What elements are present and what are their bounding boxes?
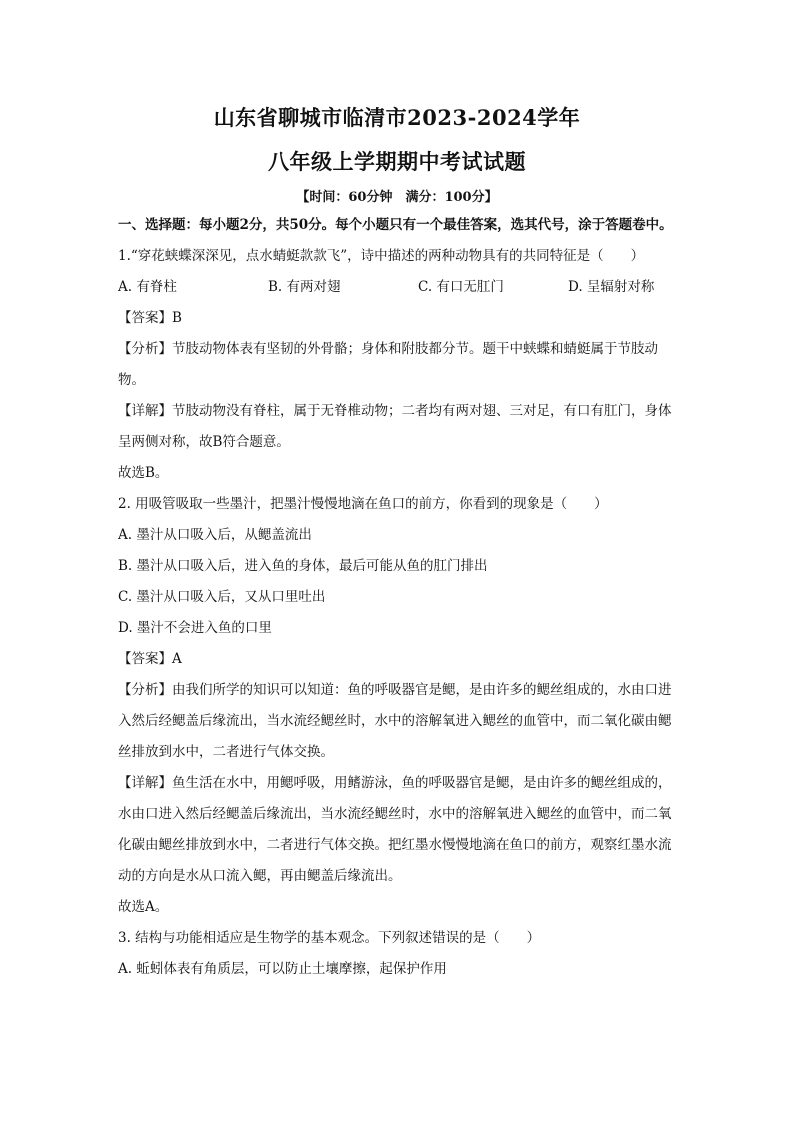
question-2-stem: 2. 用吸管吸取一些墨汁，把墨汁慢慢地滴在鱼口的前方，你看到的现象是（ ） bbox=[118, 496, 608, 512]
question-1-detail: 【详解】节肢动物没有脊柱，属于无脊椎动物；二者均有两对翅、三对足，有口有肛门，身体呈两侧对称，故B符合题意。 bbox=[118, 403, 672, 450]
exam-title-line2: 八年级上学期期中考试试题 bbox=[268, 149, 526, 174]
exam-content bbox=[118, 210, 676, 985]
question-1-choice: 故选B。 bbox=[118, 465, 169, 481]
question-2-analysis: 【分析】由我们所学的知识可以知道：鱼的呼吸器官是鳃，是由许多的鳃丝组成的，水由口进入然后经鳃盖后缘流出，当水流经鳃丝时，水中的溶解氧进入鳃丝的血管中，而二氧化碳由鳃丝排放到水中，二者进行气体交换。 bbox=[118, 682, 672, 760]
question-1-option-c: C. 有口无肛门 bbox=[418, 279, 504, 295]
question-2-option-d: D. 墨汁不会进入鱼的口里 bbox=[118, 620, 272, 636]
question-1-options bbox=[118, 272, 676, 303]
question-1-stem: 1.“穿花蛱蝶深深见，点水蜻蜓款款飞”，诗中描述的两种动物具有的共同特征是（ ） bbox=[118, 248, 645, 264]
question-1-option-d: D. 呈辐射对称 bbox=[568, 279, 655, 295]
question-2-answer: 【答案】A bbox=[118, 651, 182, 667]
question-2-option-a: A. 墨汁从口吸入后，从鳃盖流出 bbox=[118, 527, 312, 543]
question-2-choice: 故选A。 bbox=[118, 899, 169, 915]
question-3-option-a: A. 蚯蚓体表有角质层，可以防止土壤摩擦，起保护作用 bbox=[118, 961, 447, 977]
question-1-option-b: B. 有两对翅 bbox=[268, 279, 341, 295]
exam-title-line1: 山东省聊城市临清市2023-2024学年 bbox=[213, 105, 581, 130]
question-2-option-b: B. 墨汁从口吸入后，进入鱼的身体，最后可能从鱼的肛门排出 bbox=[118, 558, 488, 574]
section-heading: 一、选择题：每小题2分，共50分。每个小题只有一个最佳答案，选其代号，涂于答题卷中。 bbox=[118, 217, 673, 233]
question-2-option-c: C. 墨汁从口吸入后，又从口里吐出 bbox=[118, 589, 326, 605]
question-1-answer: 【答案】B bbox=[118, 310, 182, 326]
question-1-option-a: A. 有脊柱 bbox=[118, 279, 177, 295]
exam-meta: 【时间：60分钟 满分：100分】 bbox=[296, 190, 498, 205]
question-3-stem: 3. 结构与功能相适应是生物学的基本观念。下列叙述错误的是（ ） bbox=[118, 930, 541, 946]
question-2-detail: 【详解】鱼生活在水中，用鳃呼吸，用鳍游泳，鱼的呼吸器官是鳃，是由许多的鳃丝组成的，水由口进入然后经鳃盖后缘流出，当水流经鳃丝时，水中的溶解氧进入鳃丝的血管中，而二氧化碳由鳃丝排放到水中，二者进行气体交换。把红墨水慢慢地滴在鱼口的前方，观察红墨水流动的方向是水从口流入鳃，再由鳃盖后缘流出。 bbox=[118, 775, 672, 884]
question-1-analysis: 【分析】节肢动物体表有坚韧的外骨骼；身体和附肢都分节。题干中蛱蝶和蜻蜓属于节肢动物。 bbox=[118, 341, 658, 388]
